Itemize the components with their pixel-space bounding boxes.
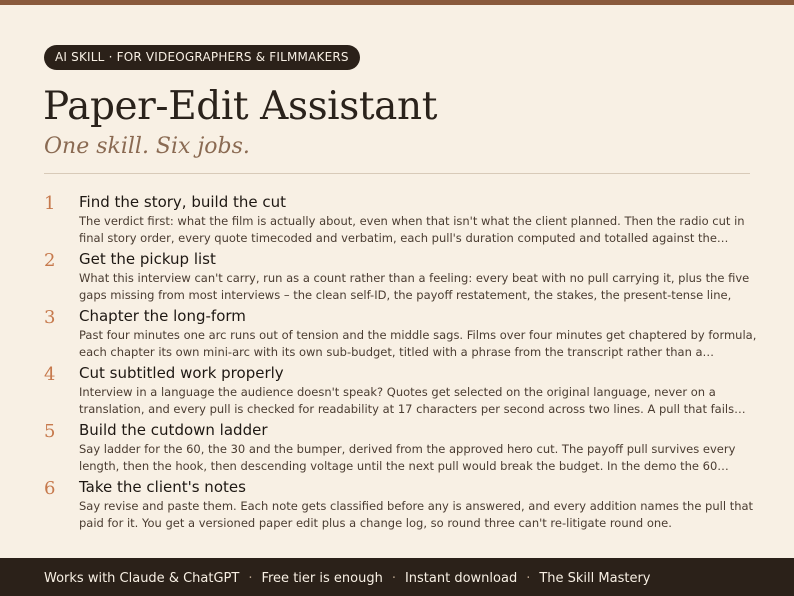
category-badge: AI SKILL · FOR VIDEOGRAPHERS & FILMMAKERS xyxy=(44,45,360,70)
job-number: 1 xyxy=(44,193,56,214)
job-description: Say revise and paste them. Each note gets classified before any is answered, and every addition names the pull that paid for it. You get a versioned paper edit plus a change log, so round three can't re-litigate round one. xyxy=(79,499,754,530)
top-accent-bar xyxy=(0,0,794,5)
job-number: 5 xyxy=(44,421,56,442)
footer-item-free-tier: Free tier is enough xyxy=(261,571,383,586)
divider xyxy=(44,173,750,174)
job-title: Chapter the long-form xyxy=(79,307,246,325)
job-description: What this interview can't carry, run as a count rather than a feeling: every beat with no pull carrying it, plus the five gaps missing from most interviews – the clean self-ID, the payoff restatement, the stakes, the present-tense line, xyxy=(79,271,750,302)
page-subtitle: One skill. Six jobs. xyxy=(44,134,250,159)
jobs-list xyxy=(44,191,764,533)
footer-item-compatibility: Works with Claude & ChatGPT xyxy=(44,571,240,586)
footer-item-brand: The Skill Mastery xyxy=(539,571,651,586)
job-number: 6 xyxy=(44,478,56,499)
job-item-2 xyxy=(44,248,764,304)
job-item-1 xyxy=(44,191,764,247)
footer-separator: · xyxy=(248,571,253,586)
job-number: 3 xyxy=(44,307,56,328)
job-description: Say ladder for the 60, the 30 and the bumper, derived from the approved hero cut. The payoff pull survives every length, then the hook, then descending voltage until the next pull would break the budget. In the demo the 60… xyxy=(79,442,736,473)
job-item-5 xyxy=(44,419,764,475)
footer-separator: · xyxy=(391,571,396,586)
job-title: Cut subtitled work properly xyxy=(79,364,284,382)
job-item-4 xyxy=(44,362,764,418)
job-description: The verdict first: what the film is actually about, even when that isn't what the client planned. Then the radio cut in final story order, every quote timecoded and verbatim, each pull's duration computed and totalled against the… xyxy=(79,214,745,245)
job-item-3 xyxy=(44,305,764,361)
job-title: Build the cutdown ladder xyxy=(79,421,268,439)
job-title: Take the client's notes xyxy=(79,478,246,496)
job-title: Get the pickup list xyxy=(79,250,216,268)
job-description: Interview in a language the audience doesn't speak? Quotes get selected on the original language, never on a translation, and every pull is checked for readability at 17 characters per second across two lines. A pull that fails… xyxy=(79,385,746,416)
job-title: Find the story, build the cut xyxy=(79,193,287,211)
footer-bar xyxy=(0,558,794,596)
job-description: Past four minutes one arc runs out of tension and the middle sags. Films over four minutes get chaptered by formula, each chapter its own mini-arc with its own sub-budget, titled with a phrase from the transcript rather than a… xyxy=(79,328,757,359)
footer-item-download: Instant download xyxy=(404,571,518,586)
job-number: 4 xyxy=(44,364,56,385)
page-title: Paper-Edit Assistant xyxy=(43,84,437,129)
job-item-6 xyxy=(44,476,764,532)
footer-separator: · xyxy=(526,571,531,586)
job-number: 2 xyxy=(44,250,56,271)
